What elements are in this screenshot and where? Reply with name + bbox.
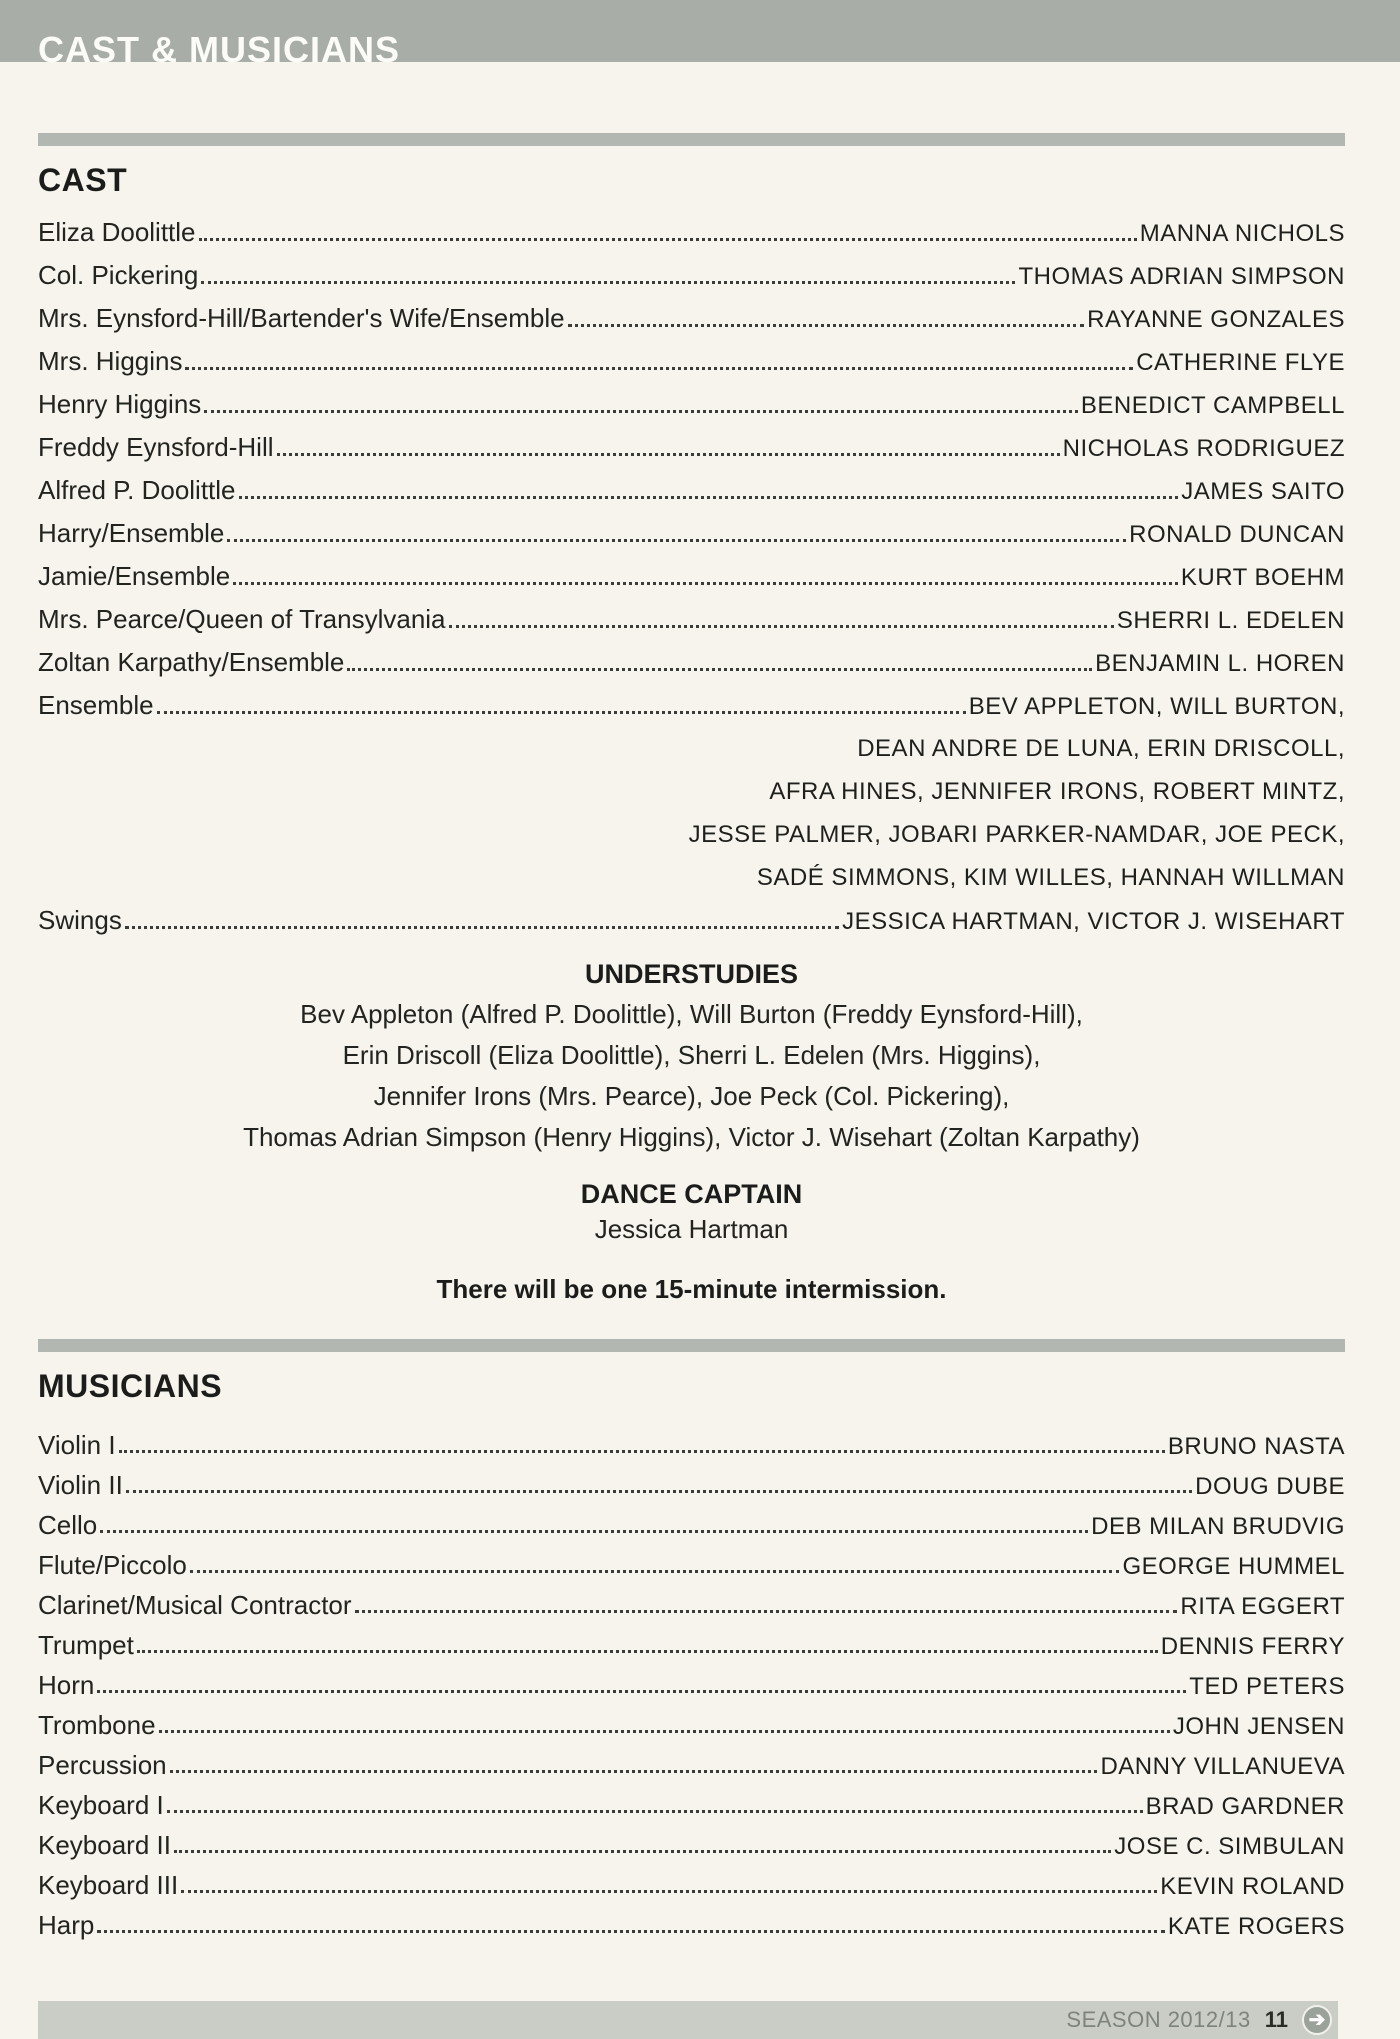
dotted-leader xyxy=(159,1730,1170,1733)
dotted-leader xyxy=(190,1570,1120,1573)
role-label: Mrs. Pearce/Queen of Transylvania xyxy=(38,604,446,634)
performer-name: JAMES SAITO xyxy=(1181,478,1345,505)
list-row xyxy=(38,297,1345,340)
ensemble-continuation-line: JESSE PALMER, JOBARI PARKER-NAMDAR, JOE PECK, xyxy=(688,821,1345,848)
performer-name: JOSE C. SIMBULAN xyxy=(1114,1833,1345,1860)
list-row xyxy=(38,1425,1345,1465)
dotted-leader xyxy=(97,1690,1186,1693)
list-row xyxy=(38,340,1345,383)
dotted-leader xyxy=(347,668,1092,671)
role-label: Zoltan Karpathy/Ensemble xyxy=(38,647,345,677)
list-row xyxy=(38,254,1345,297)
dotted-leader xyxy=(174,1850,1111,1853)
role-label: Cello xyxy=(38,1510,98,1540)
performer-name: MANNA NICHOLS xyxy=(1139,220,1345,247)
performer-name: DANNY VILLANUEVA xyxy=(1100,1753,1345,1780)
performer-name: TED PETERS xyxy=(1189,1673,1345,1700)
dotted-leader xyxy=(97,1930,1165,1933)
list-row xyxy=(38,383,1345,426)
role-label: Harp xyxy=(38,1910,95,1940)
dotted-leader xyxy=(126,1490,1192,1493)
list-row xyxy=(38,1905,1345,1945)
list-row xyxy=(38,1825,1345,1865)
list-row xyxy=(38,1625,1345,1665)
list-row xyxy=(38,469,1345,512)
performer-name: RAYANNE GONZALES xyxy=(1087,306,1345,333)
role-label: Keyboard III xyxy=(38,1870,179,1900)
role-label: Swings xyxy=(38,905,122,935)
dotted-leader xyxy=(227,539,1126,542)
performer-name: BENJAMIN L. HOREN xyxy=(1095,650,1345,677)
role-label: Percussion xyxy=(38,1750,167,1780)
role-label: Keyboard II xyxy=(38,1830,171,1860)
section-divider-top xyxy=(38,133,1345,146)
role-label: Clarinet/Musical Contractor xyxy=(38,1590,352,1620)
list-row xyxy=(38,1665,1345,1705)
performer-name: SHERRI L. EDELEN xyxy=(1116,607,1345,634)
dotted-leader xyxy=(119,1450,1165,1453)
list-row xyxy=(38,1465,1345,1505)
performer-name: RONALD DUNCAN xyxy=(1129,521,1345,548)
role-label: Jamie/Ensemble xyxy=(38,561,231,591)
role-label: Mrs. Eynsford-Hill/Bartender's Wife/Ensemble xyxy=(38,303,565,333)
musicians-heading: MUSICIANS xyxy=(38,1368,223,1404)
performer-name: BRUNO NASTA xyxy=(1167,1433,1345,1460)
dotted-leader xyxy=(181,1890,1157,1893)
list-row xyxy=(38,426,1345,469)
swings-list xyxy=(38,899,1345,942)
performer-name: KEVIN ROLAND xyxy=(1160,1873,1345,1900)
dotted-leader xyxy=(199,238,1137,241)
performer-name: DEB MILAN BRUDVIG xyxy=(1091,1513,1345,1540)
season-label: SEASON 2012/13 xyxy=(1066,2007,1251,2032)
role-label: Col. Pickering xyxy=(38,260,199,290)
role-label: Trombone xyxy=(38,1710,156,1740)
performer-name: KATE ROGERS xyxy=(1167,1913,1345,1940)
page-content xyxy=(0,62,1400,1945)
footer-bar xyxy=(38,2001,1338,2039)
list-row xyxy=(38,555,1345,598)
dotted-leader xyxy=(204,410,1078,413)
list-row xyxy=(38,1705,1345,1745)
performer-name: JESSICA HARTMAN, VICTOR J. WISEHART xyxy=(842,908,1345,935)
role-label: Violin II xyxy=(38,1470,123,1500)
role-label: Trumpet xyxy=(38,1630,134,1660)
dotted-leader xyxy=(170,1770,1098,1773)
ensemble-continuation-line: AFRA HINES, JENNIFER IRONS, ROBERT MINTZ, xyxy=(769,778,1345,805)
dotted-leader xyxy=(137,1650,1158,1653)
list-row xyxy=(38,211,1345,254)
performer-name: BENEDICT CAMPBELL xyxy=(1080,392,1345,419)
performer-name: GEORGE HUMMEL xyxy=(1122,1553,1345,1580)
ensemble-continuation xyxy=(38,727,1345,899)
dotted-leader xyxy=(568,324,1085,327)
page-header-bar xyxy=(0,0,1400,70)
understudies-heading: UNDERSTUDIES xyxy=(584,959,799,989)
performer-name: JOHN JENSEN xyxy=(1172,1713,1345,1740)
performer-name: NICHOLAS RODRIGUEZ xyxy=(1062,435,1345,462)
dotted-leader xyxy=(449,625,1114,628)
dotted-leader xyxy=(157,711,966,714)
cast-row-swings xyxy=(38,899,1345,942)
dance-captain-name: Jessica Hartman xyxy=(594,1214,789,1244)
understudy-line: Erin Driscoll (Eliza Doolittle), Sherri L. Edelen (Mrs. Higgins), xyxy=(342,1040,1041,1070)
list-row xyxy=(38,1745,1345,1785)
list-row xyxy=(38,1505,1345,1545)
list-row xyxy=(38,1585,1345,1625)
ensemble-continuation-line: DEAN ANDRE DE LUNA, ERIN DRISCOLL, xyxy=(857,735,1345,762)
dotted-leader xyxy=(201,281,1015,284)
page-number: 11 xyxy=(1264,2007,1288,2032)
role-label: Harry/Ensemble xyxy=(38,518,225,548)
role-label: Ensemble xyxy=(38,690,154,720)
right-arrow-circle-icon: ➔ xyxy=(1302,2005,1332,2035)
musicians-list xyxy=(38,1425,1345,1945)
performer-name: CATHERINE FLYE xyxy=(1136,349,1345,376)
performer-name: BRAD GARDNER xyxy=(1145,1793,1345,1820)
performer-name: DOUG DUBE xyxy=(1195,1473,1345,1500)
understudy-line: Thomas Adrian Simpson (Henry Higgins), Victor J. Wisehart (Zoltan Karpathy) xyxy=(243,1122,1140,1152)
performer-name: THOMAS ADRIAN SIMPSON xyxy=(1018,263,1345,290)
performer-name: RITA EGGERT xyxy=(1180,1593,1345,1620)
performer-name: KURT BOEHM xyxy=(1180,564,1345,591)
list-row xyxy=(38,641,1345,684)
page-title: CAST & MUSICIANS xyxy=(38,28,401,70)
dotted-leader xyxy=(355,1610,1178,1613)
performer-name: DENNIS FERRY xyxy=(1160,1633,1345,1660)
role-label: Alfred P. Doolittle xyxy=(38,475,236,505)
dotted-leader xyxy=(125,926,839,929)
intermission-note: There will be one 15-minute intermission. xyxy=(436,1274,947,1304)
cast-heading: CAST xyxy=(38,162,128,198)
role-label: Mrs. Higgins xyxy=(38,346,183,376)
role-label: Eliza Doolittle xyxy=(38,217,196,247)
dotted-leader xyxy=(167,1810,1143,1813)
role-label: Flute/Piccolo xyxy=(38,1550,187,1580)
dotted-leader xyxy=(100,1530,1088,1533)
understudies-lines xyxy=(38,994,1345,1158)
role-label: Violin I xyxy=(38,1430,116,1460)
dotted-leader xyxy=(239,496,1179,499)
dotted-leader xyxy=(277,453,1060,456)
list-row xyxy=(38,598,1345,641)
list-row xyxy=(38,1545,1345,1585)
dotted-leader xyxy=(233,582,1178,585)
role-label: Freddy Eynsford-Hill xyxy=(38,432,274,462)
dance-captain-heading: DANCE CAPTAIN xyxy=(580,1179,803,1209)
dotted-leader xyxy=(185,367,1133,370)
list-row xyxy=(38,1865,1345,1905)
understudy-line: Jennifer Irons (Mrs. Pearce), Joe Peck (Col. Pickering), xyxy=(373,1081,1010,1111)
list-row xyxy=(38,512,1345,555)
role-label: Henry Higgins xyxy=(38,389,202,419)
cast-list xyxy=(38,211,1345,727)
ensemble-continuation-line: SADÉ SIMMONS, KIM WILLES, HANNAH WILLMAN xyxy=(756,864,1345,891)
list-row xyxy=(38,1785,1345,1825)
performer-name: BEV APPLETON, WILL BURTON, xyxy=(968,693,1345,720)
section-divider-middle xyxy=(38,1339,1345,1352)
list-row xyxy=(38,684,1345,727)
understudy-line: Bev Appleton (Alfred P. Doolittle), Will Burton (Freddy Eynsford-Hill), xyxy=(300,999,1083,1029)
role-label: Horn xyxy=(38,1670,95,1700)
role-label: Keyboard I xyxy=(38,1790,164,1820)
